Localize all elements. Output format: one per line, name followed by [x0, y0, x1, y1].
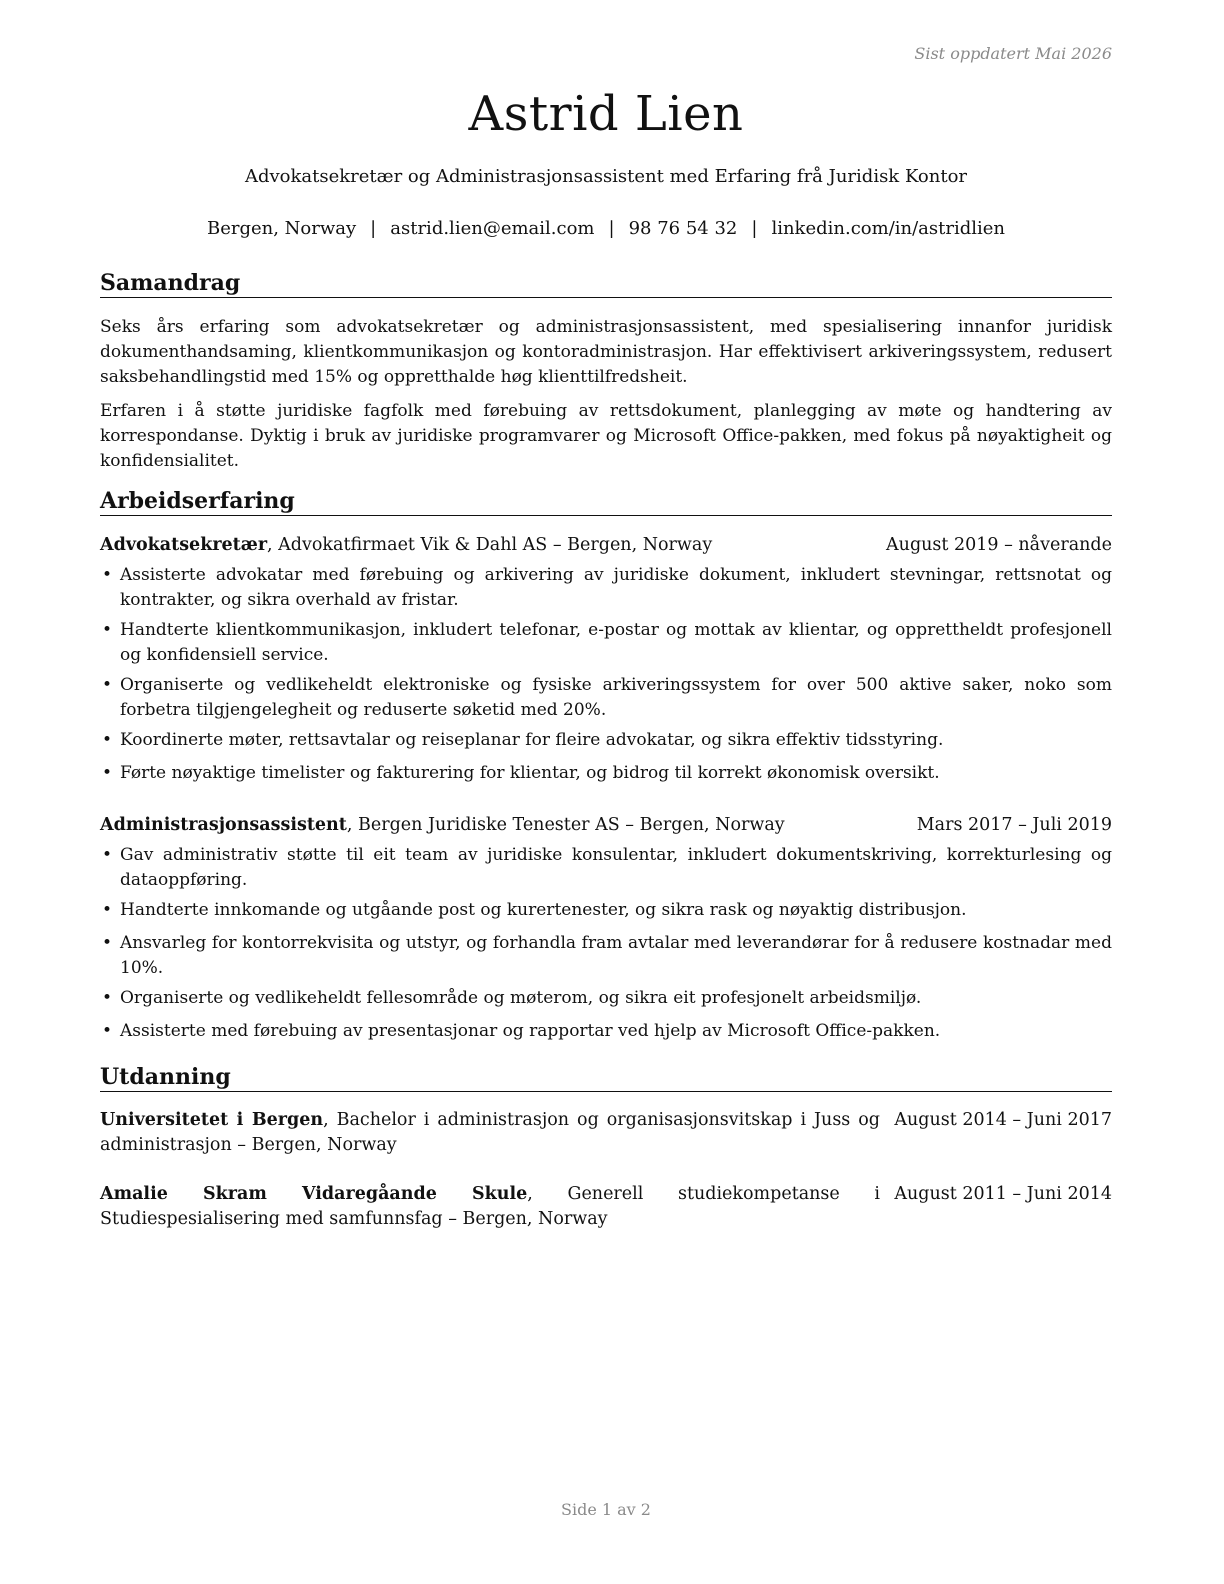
bullet-icon: •: [102, 730, 113, 750]
contact-separator: |: [608, 218, 615, 239]
education-entry: [100, 1182, 1112, 1232]
bullet-icon: •: [102, 565, 113, 585]
bullet-icon: •: [102, 763, 113, 783]
job-bullet: • Førte nøyaktige timelister og fakturering for klientar, og bidrog til korrekt økonomisk oversikt.: [100, 761, 1112, 786]
job-bullet-list: [100, 563, 1112, 786]
job-bullet: • Koordinerte møter, rettsavtalar og reiseplanar for fleire advokatar, og sikra effektiv tidsstyring.: [100, 728, 1112, 753]
job-employer: , Bergen Juridiske Tenester AS – Bergen, Norway: [346, 815, 785, 835]
education-dates: August 2011 – Juni 2014: [894, 1184, 1112, 1204]
education-dates: August 2014 – Juni 2017: [894, 1110, 1112, 1130]
summary-paragraph: Seks års erfaring som advokatsekretær og administrasjonsassistent, med spesialisering innanfor juridisk dokumenthandsaming, klientkommunikasjon og kontoradministrasjon. Har effektivisert arkiveringssystem, redusert saksbehandlingstid med 15% og oppretthalde høg klienttilfredsheit.: [100, 317, 1112, 387]
job-bullet: • Handterte klientkommunikasjon, inkludert telefonar, e-postar og mottak av klientar, og opprettheldt profesjonell og konfidensiell service.: [102, 620, 1112, 665]
page-number: Side 1 av 2: [561, 1500, 651, 1519]
contact-separator: |: [370, 218, 377, 239]
bullet-icon: •: [102, 988, 113, 1008]
bullet-icon: •: [102, 845, 113, 865]
job-employer: , Advokatfirmaet Vik & Dahl AS – Bergen, Norway: [267, 535, 713, 555]
section-title-experience: Arbeidserfaring: [100, 488, 1112, 516]
job-header: [100, 533, 1112, 558]
bullet-icon: •: [102, 620, 113, 640]
job-bullet: • Assisterte med førebuing av presentasjonar og rapportar ved hjelp av Microsoft Office-pakken.: [100, 1019, 1112, 1044]
job-bullet: • Ansvarleg for kontorrekvisita og utstyr, og forhandla fram avtalar med leverandørar for å redusere kostnadar med 10%.: [102, 933, 1112, 978]
candidate-name: Astrid Lien: [468, 86, 744, 142]
bullet-icon: •: [102, 900, 113, 920]
education-entry: [100, 1108, 1112, 1158]
bullet-icon: •: [102, 675, 113, 695]
section-title-summary: Samandrag: [100, 270, 1112, 298]
job-dates: August 2019 – nåverande: [886, 535, 1112, 555]
job-dates: Mars 2017 – Juli 2019: [916, 815, 1112, 835]
summary-paragraph: Erfaren i å støtte juridiske fagfolk med førebuing av rettsdokument, planlegging av møte og handtering av korrespondanse. Dyktig i bruk av juridiske programvarer og Microsoft Office-pakken, med fokus på nøyaktigheit og konfidensialitet.: [100, 401, 1112, 471]
bullet-icon: •: [102, 933, 113, 953]
headline: Advokatsekretær og Administrasjonsassistent med Erfaring frå Juridisk Kontor: [244, 166, 968, 187]
job-header: [100, 813, 1112, 838]
job-bullet: • Gav administrativ støtte til eit team av juridiske konsulentar, inkludert dokumentskriving, korrekturlesing og dataoppføring.: [102, 845, 1112, 890]
contact-email-link[interactable]: astrid.lien@email.com: [390, 218, 595, 239]
resume-page: [100, 0, 1112, 1584]
school-name: Amalie Skram Vidaregåande Skule: [100, 1184, 528, 1204]
degree-detail: , Bachelor i administrasjon og organisasjonsvitskap i Juss og administrasjon – Bergen, Norway: [100, 1110, 880, 1155]
contact-separator: |: [751, 218, 758, 239]
bullet-icon: •: [102, 1021, 113, 1041]
contact-location: Bergen, Norway: [206, 218, 357, 239]
contact-phone: 98 76 54 32: [628, 218, 738, 239]
job-bullet: • Organiserte og vedlikeheldt fellesområde og møterom, og sikra eit profesjonelt arbeidsmiljø.: [100, 986, 1112, 1011]
degree-detail: , Generell studiekompetanse i Studiespesialisering med samfunnsfag – Bergen, Norway: [100, 1184, 880, 1229]
job-bullet-list: [100, 843, 1112, 1044]
last-updated: Sist oppdatert Mai 2026: [914, 44, 1112, 63]
section-title-education: Utdanning: [100, 1064, 1112, 1092]
job-title: Administrasjonsassistent: [100, 815, 347, 835]
job-bullet: • Handterte innkomande og utgåande post og kurertenester, og sikra rask og nøyaktig distribusjon.: [100, 898, 1112, 923]
contact-line: [100, 218, 1112, 239]
job-bullet: • Organiserte og vedlikeheldt elektroniske og fysiske arkiveringssystem for over 500 aktive saker, noko som forbetra tilgjengelegheit og reduserte søketid med 20%.: [102, 675, 1112, 720]
school-name: Universitetet i Bergen: [100, 1110, 324, 1130]
job-title: Advokatsekretær: [100, 535, 268, 555]
job-bullet: • Assisterte advokatar med førebuing og arkivering av juridiske dokument, inkludert stevningar, rettsnotat og kontrakter, og sikra overhald av fristar.: [102, 565, 1112, 610]
contact-linkedin-link[interactable]: linkedin.com/in/astridlien: [771, 218, 1006, 239]
